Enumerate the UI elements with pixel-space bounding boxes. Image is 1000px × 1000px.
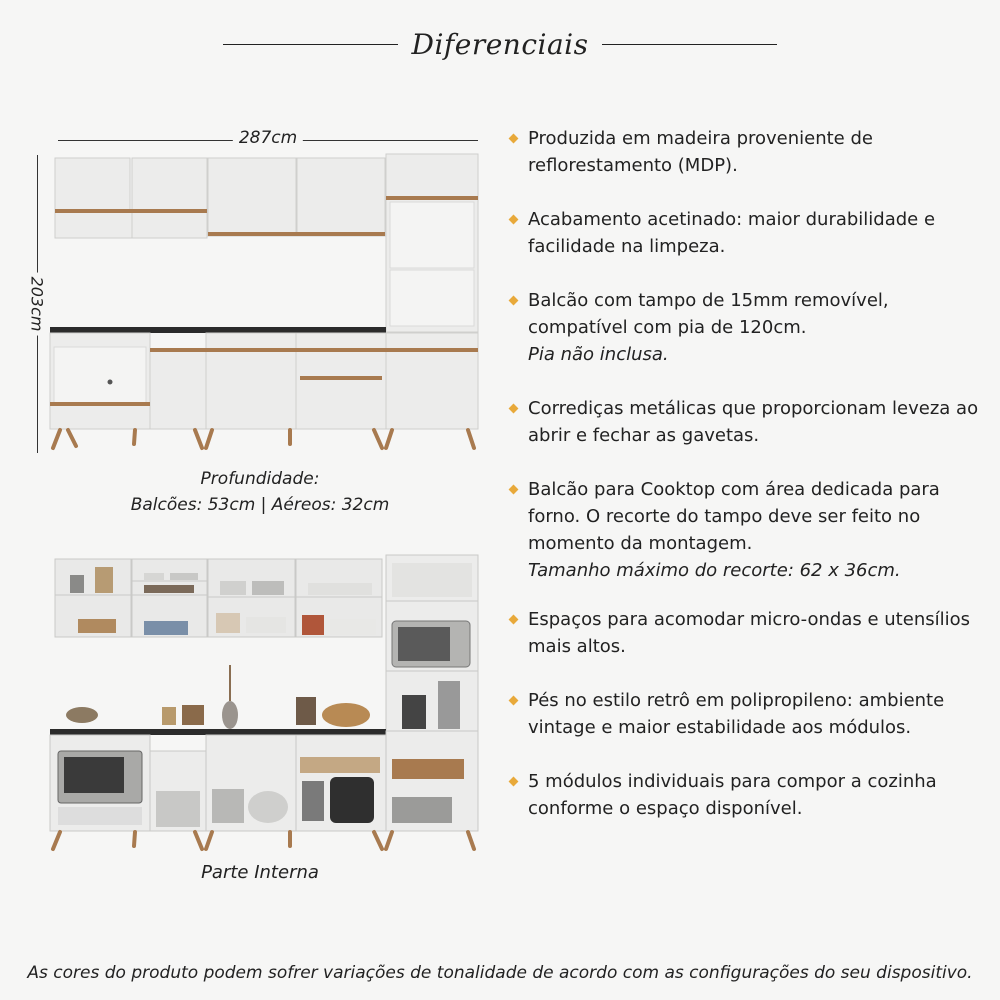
diamond-bullet-icon xyxy=(509,215,519,225)
title-rule-left xyxy=(223,44,398,46)
diamond-bullet-icon xyxy=(509,777,519,787)
kitchen-closed-illustration xyxy=(40,150,485,455)
diamond-bullet-icon xyxy=(509,134,519,144)
color-disclaimer: As cores do produto podem sofrer variações de tonalidade de acordo com as configurações do seu dispositivo. xyxy=(27,963,973,983)
feature-item xyxy=(510,395,990,449)
title-bar xyxy=(0,28,1000,61)
feature-text: Produzida em madeira proveniente de reflorestamento (MDP). xyxy=(528,128,873,176)
feature-note: Pia não inclusa. xyxy=(528,344,669,365)
depth-note-values: Balcões: 53cm | Aéreos: 32cm xyxy=(130,495,390,515)
feature-text: 5 módulos individuais para compor a cozinha conforme o espaço disponível. xyxy=(528,771,937,819)
feature-text: Corrediças metálicas que proporcionam leveza ao abrir e fechar as gavetas. xyxy=(528,398,979,446)
feature-item xyxy=(510,125,990,179)
feature-text: Pés no estilo retrô em polipropileno: ambiente vintage e maior estabilidade aos módulos. xyxy=(528,690,945,738)
diamond-bullet-icon xyxy=(509,485,519,495)
diamond-bullet-icon xyxy=(509,296,519,306)
depth-note-heading: Profundidade: xyxy=(200,469,320,489)
width-dimension xyxy=(58,128,478,152)
feature-list xyxy=(510,125,990,822)
feature-text: Balcão com tampo de 15mm removível, compatível com pia de 120cm. xyxy=(528,290,889,338)
feature-note: Tamanho máximo do recorte: 62 x 36cm. xyxy=(528,560,901,581)
feature-text: Espaços para acomodar micro-ondas e utensílios mais altos. xyxy=(528,609,970,657)
width-dimension-label: 287cm xyxy=(233,128,303,148)
feature-item xyxy=(510,687,990,741)
kitchen-interior-illustration xyxy=(40,545,485,855)
diamond-bullet-icon xyxy=(509,615,519,625)
feature-item xyxy=(510,287,990,368)
page-title: Diferenciais xyxy=(411,28,589,61)
height-dimension-label: 203cm xyxy=(28,273,47,336)
feature-item xyxy=(510,606,990,660)
diamond-bullet-icon xyxy=(509,404,519,414)
diamond-bullet-icon xyxy=(509,696,519,706)
feature-item xyxy=(510,768,990,822)
interior-caption: Parte Interna xyxy=(201,862,319,883)
upper-cabinets xyxy=(55,158,385,238)
feature-text: Acabamento acetinado: maior durabilidade e facilidade na limpeza. xyxy=(528,209,936,257)
feature-item xyxy=(510,206,990,260)
feature-item xyxy=(510,476,990,584)
feature-text: Balcão para Cooktop com área dedicada para forno. O recorte do tampo deve ser feito no momento da montagem. xyxy=(528,479,940,554)
title-rule-right xyxy=(602,44,777,46)
depth-note xyxy=(80,466,440,518)
